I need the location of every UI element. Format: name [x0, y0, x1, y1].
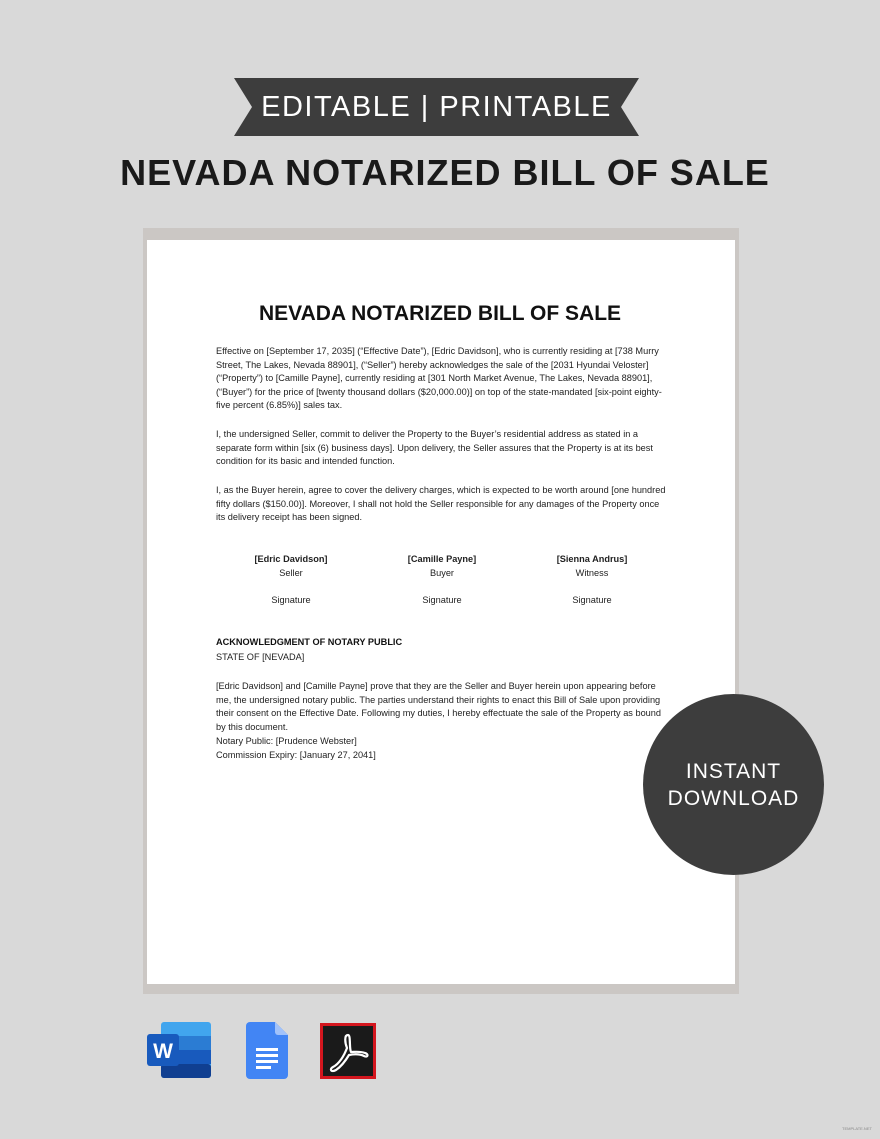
watermark: TEMPLATE.NET [842, 1126, 872, 1131]
paragraph-notary-statement: [Edric Davidson] and [Camille Payne] prove that they are the Seller and Buyer herein upon appearing before me, the undersigned notary public. The parties understand their rights to enact this Bill of Sale upon providing their consent on the Effective Date. Following my duties, I hereby effectuate the sale of the Property as bound by this document. [216, 681, 662, 732]
signatory-name: [Edric Davidson] [254, 554, 328, 564]
page-title: NEVADA NOTARIZED BILL OF SALE [120, 152, 770, 193]
top-banner [234, 78, 639, 136]
word-letter: W [153, 1040, 173, 1063]
paragraph-effective-date: Effective on [September 17, 2035] (“Effective Date”), [Edric Davidson], who is currently residing at [738 Murry Street, The Lakes, Nevada 88901], (“Seller”) hereby acknowledges the sale of the [2031 Hyundai Veloster] (“Property”) to [Camille Payne], currently residing at [301 North Market Avenue, The Lakes, Nevada 88901], (“Buyer”) for the price of [twenty thousand dollars ($20,000.00)] on top of the state-mandated [six-point eighty-five percent (6.85%)] sales tax. [216, 346, 662, 411]
signatory-name: [Camille Payne] [407, 554, 477, 564]
signatory-role: Witness [575, 568, 609, 578]
paragraph-seller-commitment: I, the undersigned Seller, commit to deliver the Property to the Buyer’s residential address as stated in a separate form within [six (6) business days]. Upon delivery, the Seller assures that the Property is at its best condition for its basic and intended function. [216, 429, 653, 467]
pdf-icon[interactable] [320, 1023, 376, 1079]
instant-download-badge[interactable] [643, 694, 824, 875]
notary-acknowledgment-heading: ACKNOWLEDGMENT OF NOTARY PUBLIC [216, 637, 403, 647]
banner-text: EDITABLE | PRINTABLE [261, 91, 612, 123]
word-icon[interactable] [147, 1022, 213, 1078]
notary-public-line: Notary Public: [Prudence Webster] [216, 736, 357, 746]
paragraph-buyer-agreement: I, as the Buyer herein, agree to cover the delivery charges, which is expected to be worth around [one hundred fifty dollars ($150.00)]. Moreover, I shall not hold the Seller responsible for any damages of the Property once its delivery receipt has been signed. [216, 485, 666, 523]
signatory-role: Seller [279, 568, 303, 578]
commission-expiry-line: Commission Expiry: [January 27, 2041] [216, 750, 376, 760]
signature-block-seller [211, 554, 371, 605]
badge-line-1: INSTANT [685, 759, 782, 783]
google-docs-icon[interactable] [246, 1022, 288, 1079]
signature-line: Signature [271, 595, 311, 605]
signature-line: Signature [422, 595, 462, 605]
signature-line: Signature [572, 595, 612, 605]
signatory-name: [Sienna Andrus] [556, 554, 628, 564]
badge-line-2: DOWNLOAD [667, 786, 800, 810]
state-line: STATE OF [NEVADA] [216, 652, 305, 662]
signature-block-buyer [362, 554, 522, 605]
document-title: NEVADA NOTARIZED BILL OF SALE [258, 302, 622, 325]
signatory-role: Buyer [429, 568, 454, 578]
signature-block-witness [512, 554, 672, 605]
